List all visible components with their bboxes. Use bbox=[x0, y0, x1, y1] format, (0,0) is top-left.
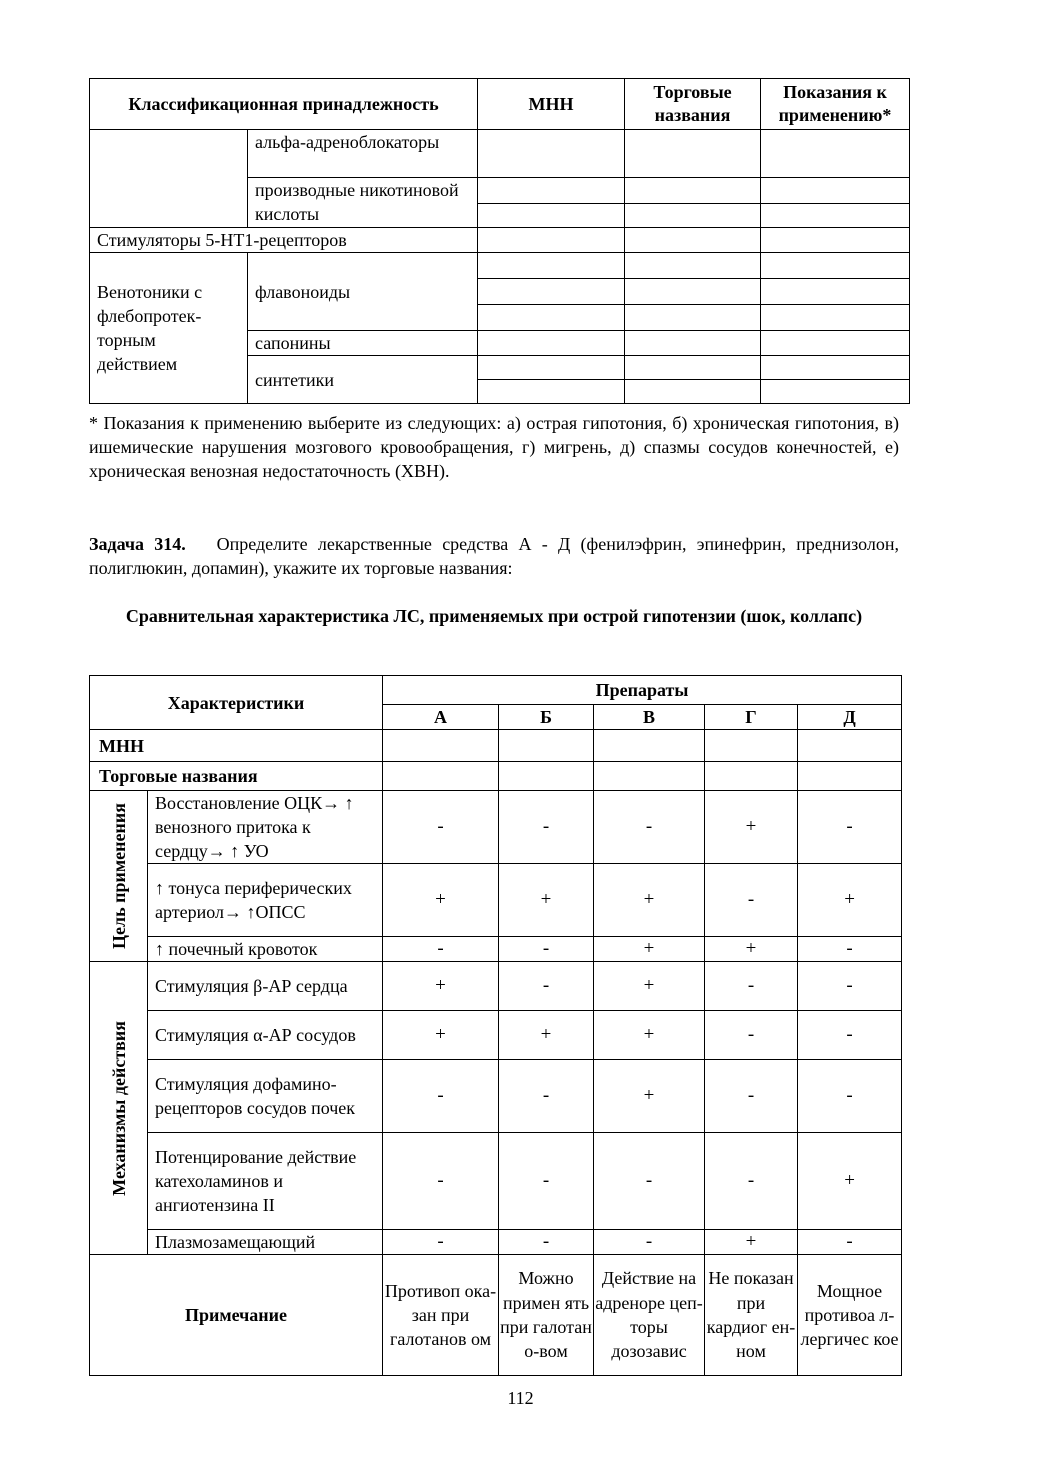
table-row bbox=[90, 762, 902, 791]
group-mechanisms: Механизмы действия bbox=[108, 1020, 129, 1196]
table-row bbox=[90, 253, 910, 331]
table-row bbox=[90, 730, 902, 762]
row-nicotinic-derivatives: производные никотиновой кислоты bbox=[248, 178, 478, 228]
note-cell: Противоп ока-зан при галотанов ом bbox=[383, 1255, 499, 1376]
value-cell: + bbox=[798, 1133, 902, 1230]
table2-header-row bbox=[90, 676, 902, 705]
value-cell: - bbox=[798, 1060, 902, 1133]
note-cell: Не показан при кардиог ен-ном bbox=[705, 1255, 798, 1376]
value-cell: + bbox=[594, 1011, 705, 1060]
value-cell: - bbox=[383, 1133, 499, 1230]
task-text: Определите лекарственные средства А - Д (фенилэфрин, эпинефрин, преднизолон, полиглюкин, допамин), укажите их торговые названия: bbox=[89, 534, 899, 578]
indications-footnote: * Показания к применению выберите из следующих: а) острая гипотония, б) хроническая гипотония, в) ишемические нарушения мозгового кровообращения, г) мигрень, д) спазмы сосудов конечностей, е) хроническая венозная недостаточность (ХВН). bbox=[89, 413, 899, 481]
table-row bbox=[90, 1011, 902, 1060]
drug-letter-a: А bbox=[383, 705, 499, 730]
value-cell: - bbox=[383, 1230, 499, 1255]
drug-letter-g: Г bbox=[705, 705, 798, 730]
table1-header-row bbox=[90, 79, 910, 130]
value-cell: - bbox=[798, 1011, 902, 1060]
header-drugs: Препараты bbox=[383, 676, 902, 705]
value-cell: - bbox=[383, 937, 499, 962]
value-cell: + bbox=[594, 937, 705, 962]
row-label: Восстановление ОЦК→ ↑ венозного притока к сердцу→ ↑ УО bbox=[148, 791, 383, 864]
drug-letter-b: Б bbox=[499, 705, 594, 730]
value-cell: - bbox=[499, 1060, 594, 1133]
group-mechanisms-cell bbox=[90, 962, 148, 1255]
row-venotonics: Венотоники с флебопротек-торным действием bbox=[90, 253, 248, 404]
value-cell: - bbox=[705, 864, 798, 937]
row-alpha-blockers: альфа-адреноблокаторы bbox=[248, 130, 478, 178]
value-cell: - bbox=[705, 1133, 798, 1230]
page-number: 112 bbox=[507, 1388, 534, 1408]
value-cell: - bbox=[499, 1133, 594, 1230]
table-row bbox=[90, 130, 910, 178]
table-row bbox=[90, 228, 910, 253]
header-trade-names: Торговые названия bbox=[625, 79, 761, 130]
row-5ht1-stimulators: Стимуляторы 5-НТ1-рецепторов bbox=[90, 228, 478, 253]
value-cell: - bbox=[798, 962, 902, 1011]
row-label: Стимуляция α-АР сосудов bbox=[148, 1011, 383, 1060]
task-paragraph bbox=[89, 532, 899, 580]
classification-table bbox=[89, 78, 910, 404]
blank-group-cell bbox=[90, 130, 248, 228]
row-label: Плазмозамещающий bbox=[148, 1230, 383, 1255]
row-synthetics: синтетики bbox=[248, 356, 478, 404]
table2-title: Сравнительная характеристика ЛС, применяемых при острой гипотензии (шок, коллапс) bbox=[125, 606, 863, 626]
header-classification: Классификационная принадлежность bbox=[90, 79, 478, 130]
row-note-label: Примечание bbox=[90, 1255, 383, 1376]
row-mnn: МНН bbox=[90, 730, 383, 762]
value-cell: + bbox=[594, 1060, 705, 1133]
value-cell: + bbox=[499, 864, 594, 937]
value-cell: + bbox=[705, 937, 798, 962]
value-cell: - bbox=[594, 1230, 705, 1255]
table-row bbox=[90, 1230, 902, 1255]
note-cell: Действие на адреноре цеп-торы дозозавис bbox=[594, 1255, 705, 1376]
value-cell: - bbox=[798, 791, 902, 864]
note-cell: Мощное противоа л-лергичес кое bbox=[798, 1255, 902, 1376]
table-row bbox=[90, 791, 902, 864]
value-cell: - bbox=[383, 1060, 499, 1133]
value-cell: - bbox=[705, 1011, 798, 1060]
task-label: Задача 314. bbox=[89, 534, 186, 554]
value-cell: - bbox=[499, 791, 594, 864]
value-cell: - bbox=[705, 962, 798, 1011]
table-row bbox=[90, 864, 902, 937]
drug-letter-v: В bbox=[594, 705, 705, 730]
value-cell: - bbox=[705, 1060, 798, 1133]
value-cell: + bbox=[594, 962, 705, 1011]
row-label: ↑ почечный кровоток bbox=[148, 937, 383, 962]
value-cell: - bbox=[499, 937, 594, 962]
header-characteristics: Характеристики bbox=[90, 676, 383, 730]
table-row bbox=[90, 1133, 902, 1230]
row-label: Стимуляция β-АР сердца bbox=[148, 962, 383, 1011]
group-purpose-cell bbox=[90, 791, 148, 962]
row-label: ↑ тонуса периферических артериол→ ↑ОПСС bbox=[148, 864, 383, 937]
row-saponins: сапонины bbox=[248, 331, 478, 356]
row-trade-names: Торговые названия bbox=[90, 762, 383, 791]
value-cell: + bbox=[594, 864, 705, 937]
value-cell: - bbox=[499, 1230, 594, 1255]
table-row bbox=[90, 937, 902, 962]
value-cell: + bbox=[383, 864, 499, 937]
value-cell: - bbox=[594, 791, 705, 864]
table-row bbox=[90, 1255, 902, 1376]
drug-comparison-table bbox=[89, 675, 902, 1376]
value-cell: - bbox=[383, 791, 499, 864]
value-cell: + bbox=[705, 1230, 798, 1255]
table-row bbox=[90, 1060, 902, 1133]
value-cell: - bbox=[499, 962, 594, 1011]
header-mnn: МНН bbox=[478, 79, 625, 130]
row-label: Стимуляция дофамино-рецепторов сосудов почек bbox=[148, 1060, 383, 1133]
table-row bbox=[90, 962, 902, 1011]
value-cell: + bbox=[705, 791, 798, 864]
note-cell: Можно примен ять при галотан о-вом bbox=[499, 1255, 594, 1376]
value-cell: - bbox=[798, 937, 902, 962]
value-cell: + bbox=[499, 1011, 594, 1060]
row-flavonoids: флавоноиды bbox=[248, 253, 478, 331]
row-label: Потенцирование действие катехоламинов и ангиотензина II bbox=[148, 1133, 383, 1230]
header-indications: Показания к применению* bbox=[761, 79, 910, 130]
value-cell: + bbox=[383, 1011, 499, 1060]
value-cell: + bbox=[798, 864, 902, 937]
drug-letter-d: Д bbox=[798, 705, 902, 730]
value-cell: - bbox=[798, 1230, 902, 1255]
value-cell: - bbox=[594, 1133, 705, 1230]
group-purpose: Цель применения bbox=[108, 803, 129, 949]
value-cell: + bbox=[383, 962, 499, 1011]
